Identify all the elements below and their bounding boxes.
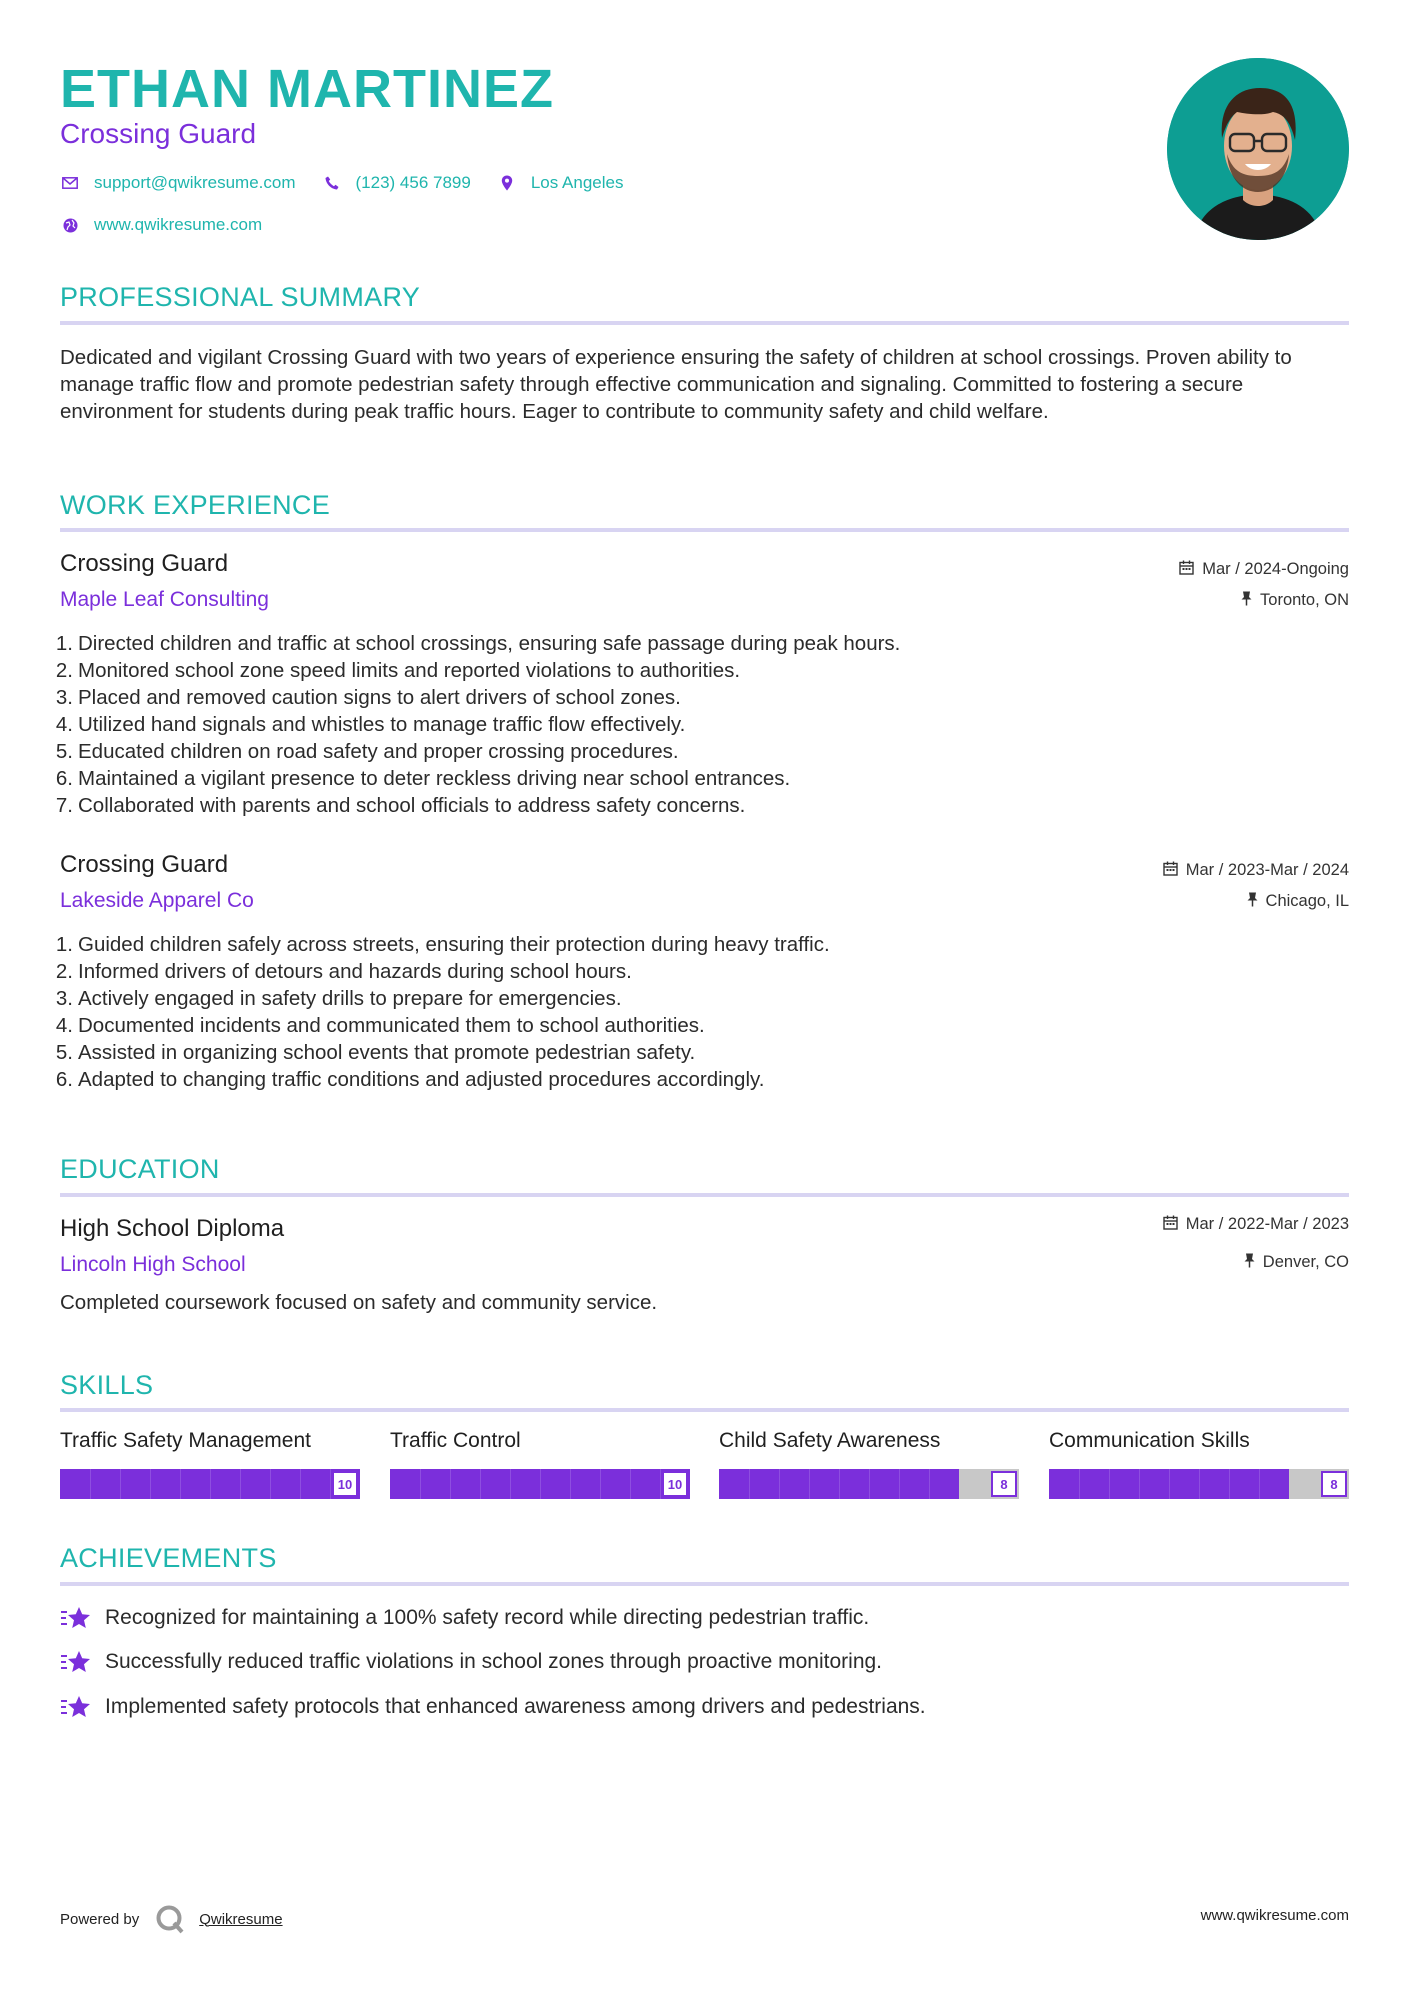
skill-bar-fill: [719, 1469, 959, 1499]
skill-bar-segment: [779, 1469, 780, 1499]
contact-row-website: [60, 215, 288, 235]
contact-email[interactable]: [60, 173, 296, 193]
skill-score: 10: [332, 1471, 358, 1497]
contact-location: [497, 173, 624, 193]
skill-item: [719, 1429, 1019, 1499]
list-item: 4. Documented incidents and communicated them to school authorities.: [55, 1014, 705, 1037]
list-item: 1. Directed children and traffic at school crossings, ensuring safe passage during peak hours.: [55, 632, 901, 655]
job-location: [1241, 591, 1349, 610]
list-item: 2. Monitored school zone speed limits and reported violations to authorities.: [55, 659, 741, 682]
powered-by-label: Powered by: [60, 1910, 140, 1928]
pushpin-icon: [1244, 1253, 1255, 1272]
skill-bar-segment: [1169, 1469, 1170, 1499]
achievement-item: [60, 1694, 1347, 1720]
section-heading-summary: PROFESSIONAL SUMMARY: [60, 282, 421, 312]
skill-label: Traffic Control: [390, 1429, 521, 1452]
skill-bar-segment: [570, 1469, 571, 1499]
contact-row: [60, 173, 649, 193]
contact-phone[interactable]: [322, 173, 471, 193]
skill-bar-segment: [240, 1469, 241, 1499]
job-dates: [1163, 861, 1349, 880]
email-text: support@qwikresume.com: [94, 173, 296, 192]
calendar-icon: [1163, 1215, 1178, 1234]
skill-bar-segment: [1109, 1469, 1110, 1499]
skill-bar-segment: [180, 1469, 181, 1499]
education-description: Completed coursework focused on safety and community service.: [60, 1291, 658, 1314]
skill-bar: [1049, 1469, 1349, 1499]
job-dates-text: Mar / 2023-Mar / 2024: [1185, 861, 1349, 879]
job-bullet-list: [52, 630, 1347, 819]
skill-score: 8: [991, 1471, 1017, 1497]
section-divider: [60, 528, 1349, 532]
list-item: 7. Collaborated with parents and school officials to address safety concerns.: [55, 794, 746, 817]
star-icon: [60, 1694, 92, 1720]
section-divider: [60, 1193, 1349, 1197]
achievement-text: Successfully reduced traffic violations in school zones through proactive monitoring.: [105, 1650, 883, 1673]
location-text: Los Angeles: [530, 173, 624, 192]
skill-bar-segment: [450, 1469, 451, 1499]
job-company: Lakeside Apparel Co: [60, 889, 254, 912]
skill-bar: [390, 1469, 690, 1499]
skill-bar-segment: [749, 1469, 750, 1499]
skill-bar-segment: [1259, 1469, 1260, 1499]
education-school: Lincoln High School: [60, 1253, 246, 1276]
list-item: 5. Assisted in organizing school events that promote pedestrian safety.: [55, 1041, 696, 1064]
education-dates: [1163, 1215, 1349, 1234]
skill-bar-segment: [869, 1469, 870, 1499]
skill-item: [390, 1429, 690, 1499]
job-bullet-list: [52, 931, 1347, 1093]
education-location-text: Denver, CO: [1262, 1253, 1349, 1271]
section-heading-skills: SKILLS: [60, 1370, 154, 1400]
achievement-item: [60, 1605, 1347, 1631]
skill-bar-segment: [630, 1469, 631, 1499]
skill-bar-segment: [90, 1469, 91, 1499]
skill-bar-segment: [809, 1469, 810, 1499]
section-heading-experience: WORK EXPERIENCE: [60, 490, 331, 520]
skill-bar-segment: [839, 1469, 840, 1499]
education-degree: High School Diploma: [60, 1215, 285, 1242]
skill-bar-fill: [1049, 1469, 1289, 1499]
skill-bar-segment: [1199, 1469, 1200, 1499]
education-dates-text: Mar / 2022-Mar / 2023: [1185, 1215, 1349, 1233]
skill-bar-segment: [600, 1469, 601, 1499]
list-item: 5. Educated children on road safety and proper crossing procedures.: [55, 740, 679, 763]
section-divider: [60, 1582, 1349, 1586]
footer-website[interactable]: www.qwikresume.com: [1200, 1907, 1349, 1924]
footer-powered-by: [60, 1904, 283, 1934]
skill-bar-segment: [270, 1469, 271, 1499]
skill-bar-segment: [120, 1469, 121, 1499]
skill-bar: [60, 1469, 360, 1499]
job-location-text: Toronto, ON: [1260, 591, 1349, 609]
star-icon: [60, 1649, 92, 1675]
skill-bar-segment: [540, 1469, 541, 1499]
list-item: 2. Informed drivers of detours and hazards during school hours.: [55, 960, 632, 983]
skill-label: Traffic Safety Management: [60, 1429, 311, 1452]
skill-bar-segment: [899, 1469, 900, 1499]
skill-score: 10: [662, 1471, 688, 1497]
skill-bar-segment: [150, 1469, 151, 1499]
candidate-title: Crossing Guard: [60, 118, 257, 149]
profile-photo: [1167, 58, 1349, 240]
skill-score: 8: [1321, 1471, 1347, 1497]
skill-bar-segment: [420, 1469, 421, 1499]
brand-link[interactable]: Qwikresume: [199, 1910, 283, 1928]
skill-bar-segment: [929, 1469, 930, 1499]
calendar-icon: [1179, 560, 1194, 579]
skill-bar-segment: [480, 1469, 481, 1499]
job-dates-text: Mar / 2024-Ongoing: [1202, 560, 1349, 578]
list-item: 3. Actively engaged in safety drills to prepare for emergencies.: [55, 987, 622, 1010]
job-title: Crossing Guard: [60, 851, 229, 878]
website-text: www.qwikresume.com: [94, 215, 263, 234]
achievement-text: Implemented safety protocols that enhanced awareness among drivers and pedestrians.: [105, 1695, 926, 1718]
skill-bar-fill: [60, 1469, 360, 1499]
qwikresume-logo-icon: [155, 1904, 185, 1934]
candidate-name: ETHAN MARTINEZ: [60, 59, 554, 119]
skill-bar-segment: [1079, 1469, 1080, 1499]
pushpin-icon: [1247, 892, 1258, 911]
list-item: 3. Placed and removed caution signs to alert drivers of school zones.: [55, 686, 681, 709]
section-divider: [60, 321, 1349, 325]
job-company: Maple Leaf Consulting: [60, 588, 269, 611]
skill-bar-segment: [300, 1469, 301, 1499]
envelope-icon: [60, 177, 80, 189]
list-item: 4. Utilized hand signals and whistles to manage traffic flow effectively.: [55, 713, 686, 736]
list-item: 6. Adapted to changing traffic conditions and adjusted procedures accordingly.: [55, 1068, 765, 1091]
skill-bar-segment: [330, 1469, 331, 1499]
job-title: Crossing Guard: [60, 550, 229, 577]
skill-item: [60, 1429, 360, 1499]
star-icon: [60, 1605, 92, 1631]
section-divider: [60, 1408, 1349, 1412]
skill-bar-segment: [210, 1469, 211, 1499]
phone-icon: [322, 176, 342, 190]
achievement-text: Recognized for maintaining a 100% safety record while directing pedestrian traffic.: [105, 1606, 870, 1629]
skill-bar-segment: [1139, 1469, 1140, 1499]
pushpin-icon: [1241, 591, 1252, 610]
globe-icon: [60, 218, 80, 233]
section-heading-education: EDUCATION: [60, 1154, 220, 1184]
job-location-text: Chicago, IL: [1265, 892, 1349, 910]
skill-label: Child Safety Awareness: [719, 1429, 941, 1452]
map-pin-icon: [497, 175, 517, 191]
skill-item: [1049, 1429, 1349, 1499]
list-item: 1. Guided children safely across streets, ensuring their protection during heavy traffic.: [55, 933, 830, 956]
skill-bar-segment: [510, 1469, 511, 1499]
calendar-icon: [1163, 861, 1178, 880]
phone-text: (123) 456 7899: [355, 173, 471, 192]
job-location: [1247, 892, 1349, 911]
job-dates: [1179, 560, 1349, 579]
skill-bar-segment: [660, 1469, 661, 1499]
summary-text: Dedicated and vigilant Crossing Guard with two years of experience ensuring the safety of children at school crossings. Proven ability to manage traffic flow and promote pedestrian safety through effective communication and signaling. Committed to fostering a secure environment for students during peak traffic hours. Eager to contribute to community safety and child welfare.: [60, 346, 1292, 423]
contact-website[interactable]: [60, 215, 262, 235]
skill-bar-segment: [1229, 1469, 1230, 1499]
skill-label: Communication Skills: [1049, 1429, 1250, 1452]
skill-bar: [719, 1469, 1019, 1499]
list-item: 6. Maintained a vigilant presence to deter reckless driving near school entrances.: [55, 767, 791, 790]
skill-bar-fill: [390, 1469, 690, 1499]
education-location: [1244, 1253, 1349, 1272]
section-heading-achievements: ACHIEVEMENTS: [60, 1543, 277, 1573]
achievement-item: [60, 1649, 1347, 1675]
